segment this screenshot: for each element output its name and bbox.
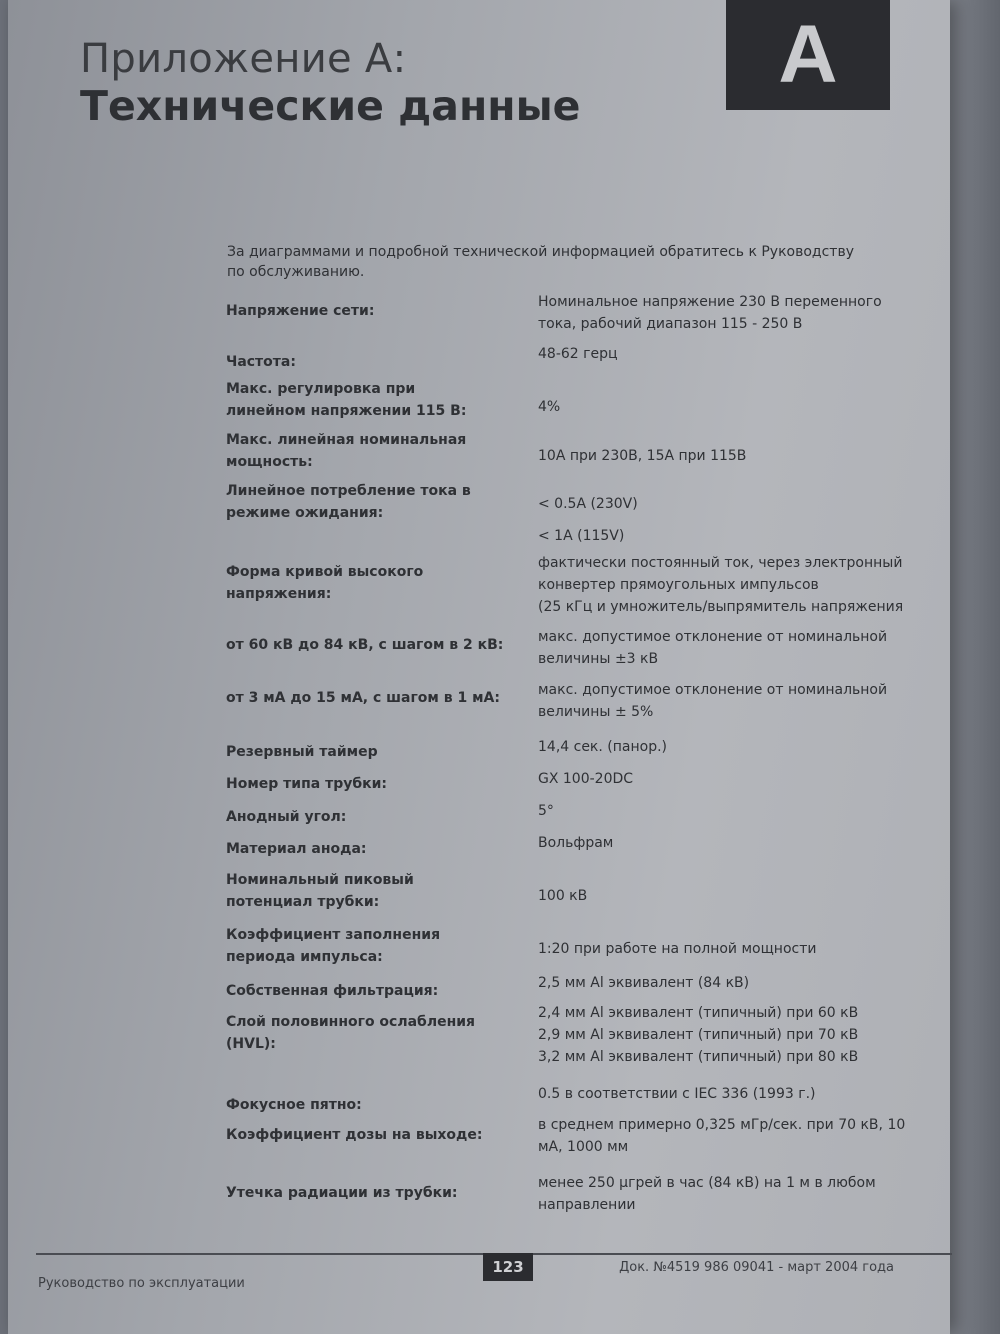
spec-label: Номер типа трубки: bbox=[226, 776, 388, 792]
footer-doc-number: Док. №4519 986 09041 - март 2004 года bbox=[619, 1260, 894, 1275]
page-edge bbox=[950, 0, 1000, 1334]
section-letter-tab bbox=[726, 0, 890, 110]
spec-value: 1:20 при работе на полной мощности bbox=[538, 941, 817, 957]
spec-label: Линейное потребление тока в режиме ожидания: bbox=[226, 483, 471, 521]
spec-value: 0.5 в соответствии с IEC 336 (1993 г.) bbox=[538, 1086, 816, 1102]
spec-value: макс. допустимое отклонение от номинальной величины ±3 кВ bbox=[538, 629, 888, 667]
spec-value: 10A при 230В, 15A при 115В bbox=[538, 448, 747, 464]
spec-label: Номинальный пиковый потенциал трубки: bbox=[226, 872, 414, 910]
document-page bbox=[8, 0, 950, 1334]
spec-label: Коэффициент заполнения периода импульса: bbox=[226, 927, 441, 965]
spec-label: от 3 мА до 15 мА, с шагом в 1 мА: bbox=[226, 690, 500, 706]
spec-value: Вольфрам bbox=[538, 835, 614, 851]
spec-value: макс. допустимое отклонение от номинальной величины ± 5% bbox=[538, 682, 888, 720]
spec-value: фактически постоянный ток, через электронный конвертер прямоугольных импульсов (25 кГц и умножитель/выпрямитель напряжения bbox=[538, 555, 904, 615]
section-letter: A bbox=[778, 9, 838, 100]
spec-value: < 0.5A (230V) < 1A (115V) bbox=[538, 496, 638, 544]
spec-value: 2,5 мм Al эквивалент (84 кВ) bbox=[538, 975, 750, 991]
spec-label: Макс. линейная номинальная мощность: bbox=[226, 432, 467, 470]
spec-label: Фокусное пятно: bbox=[226, 1097, 362, 1113]
section-title: Технические данные bbox=[80, 82, 581, 130]
spec-label: Коэффициент дозы на выходе: bbox=[226, 1127, 483, 1143]
spec-value: 4% bbox=[538, 399, 561, 415]
spec-label: Слой половинного ослабления (HVL): bbox=[226, 1014, 476, 1052]
spec-value: Номинальное напряжение 230 В переменного тока, рабочий диапазон 115 - 250 В bbox=[538, 294, 882, 332]
spec-value: в среднем примерно 0,325 мГр/сек. при 70 кВ, 10 мА, 1000 мм bbox=[538, 1117, 906, 1155]
spec-label: Макс. регулировка при линейном напряжении 115 В: bbox=[226, 381, 467, 419]
spec-label: Собственная фильтрация: bbox=[226, 983, 439, 999]
spec-value: 2,4 мм Al эквивалент (типичный) при 60 кВ 2,9 мм Al эквивалент (типичный) при 70 кВ 3,2 мм Al эквивалент (типичный) при 80 кВ bbox=[538, 1005, 859, 1065]
spec-value: 48-62 герц bbox=[538, 346, 618, 362]
intro-text: За диаграммами и подробной технической информацией обратитесь к Руководству по обслуживанию. bbox=[227, 244, 854, 280]
spec-value: менее 250 μгрей в час (84 кВ) на 1 м в любом направлении bbox=[538, 1175, 876, 1213]
page-number: 123 bbox=[483, 1253, 533, 1281]
spec-label: Частота: bbox=[226, 354, 296, 370]
spec-label: Материал анода: bbox=[226, 841, 367, 857]
appendix-title: Приложение А: bbox=[80, 36, 407, 82]
spec-label: Форма кривой высокого напряжения: bbox=[226, 564, 424, 602]
footer-manual-title: Руководство по эксплуатации bbox=[38, 1276, 245, 1291]
spec-label: Анодный угол: bbox=[226, 809, 347, 825]
spec-value: 14,4 сек. (панор.) bbox=[538, 739, 668, 755]
spec-value: 5° bbox=[538, 803, 554, 819]
spec-label: Напряжение сети: bbox=[226, 303, 375, 319]
spec-label: Резервный таймер bbox=[226, 744, 378, 760]
spec-value: GX 100-20DC bbox=[538, 771, 634, 787]
spec-value: 100 кВ bbox=[538, 888, 588, 904]
spec-label: от 60 кВ до 84 кВ, с шагом в 2 кВ: bbox=[226, 637, 504, 653]
spec-label: Утечка радиации из трубки: bbox=[226, 1185, 458, 1201]
